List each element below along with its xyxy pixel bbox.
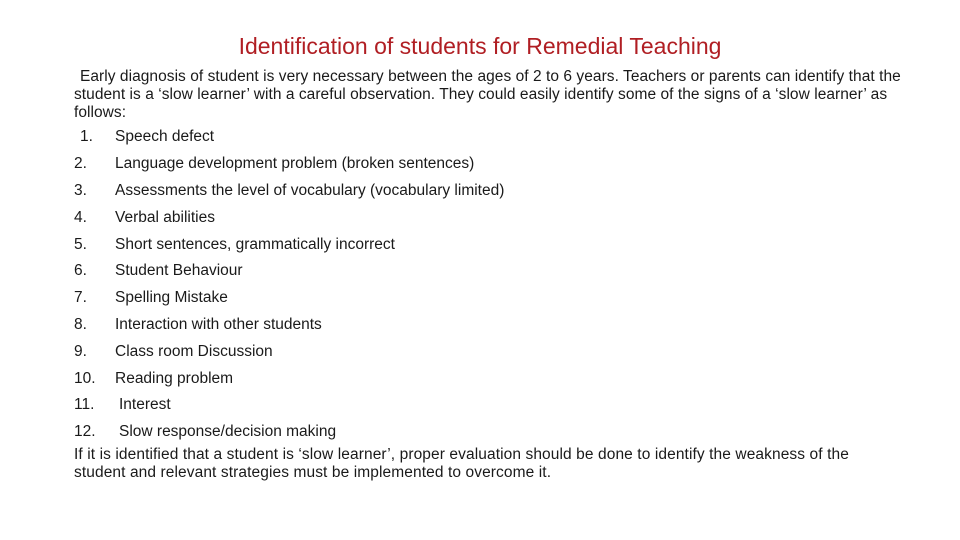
list-item-number: 1. bbox=[80, 128, 93, 146]
list-item-text: Assessments the level of vocabulary (vocabulary limited) bbox=[115, 181, 505, 199]
slide-title: Identification of students for Remedial Teaching bbox=[238, 33, 722, 59]
list-item bbox=[74, 419, 904, 446]
list-item-text: Speech defect bbox=[115, 128, 215, 146]
list-item-text: Student Behaviour bbox=[115, 262, 243, 280]
list-item-number: 11. bbox=[74, 396, 95, 414]
list-item bbox=[74, 338, 904, 365]
list-item-text: Slow response/decision making bbox=[119, 423, 337, 441]
list-item-number: 4. bbox=[74, 208, 87, 226]
list-item-number: 5. bbox=[74, 235, 87, 253]
list-item bbox=[74, 285, 904, 312]
list-item-number: 10. bbox=[74, 369, 96, 387]
list-item-text: Class room Discussion bbox=[115, 342, 273, 360]
list-item-text: Verbal abilities bbox=[115, 208, 215, 226]
list-item-text: Interaction with other students bbox=[115, 315, 322, 333]
signs-list bbox=[74, 124, 904, 446]
list-item bbox=[74, 365, 904, 392]
list-item-text: Spelling Mistake bbox=[115, 289, 228, 307]
slide-body bbox=[74, 68, 904, 482]
conclusion-paragraph: If it is identified that a student is ‘slow learner’, proper evaluation should be done to identify the weakness of the student and relevant strategies must be implemented to overcome it. bbox=[74, 445, 849, 481]
intro-paragraph: Early diagnosis of student is very necessary between the ages of 2 to 6 years. Teachers or parents can identify that the student is a ‘slow learner’ with a careful observation. They could easily identify some of the signs of a ‘slow learner’ as follows: bbox=[74, 68, 901, 121]
list-item bbox=[74, 258, 904, 285]
list-item-number: 7. bbox=[74, 289, 87, 307]
list-item bbox=[74, 312, 904, 339]
list-item-text: Language development problem (broken sentences) bbox=[115, 155, 475, 173]
list-item bbox=[74, 124, 904, 151]
list-item-number: 6. bbox=[74, 262, 87, 280]
list-item bbox=[74, 178, 904, 205]
list-item bbox=[74, 231, 904, 258]
list-item-text: Interest bbox=[119, 396, 171, 414]
list-item-text: Short sentences, grammatically incorrect bbox=[115, 235, 395, 253]
list-item-number: 2. bbox=[74, 155, 87, 173]
list-item bbox=[74, 204, 904, 231]
list-item-number: 12. bbox=[74, 423, 96, 441]
list-item-number: 3. bbox=[74, 181, 87, 199]
list-item-number: 8. bbox=[74, 315, 87, 333]
list-item-number: 9. bbox=[74, 342, 87, 360]
list-item-text: Reading problem bbox=[115, 369, 234, 387]
list-item bbox=[74, 392, 904, 419]
list-item bbox=[74, 151, 904, 178]
